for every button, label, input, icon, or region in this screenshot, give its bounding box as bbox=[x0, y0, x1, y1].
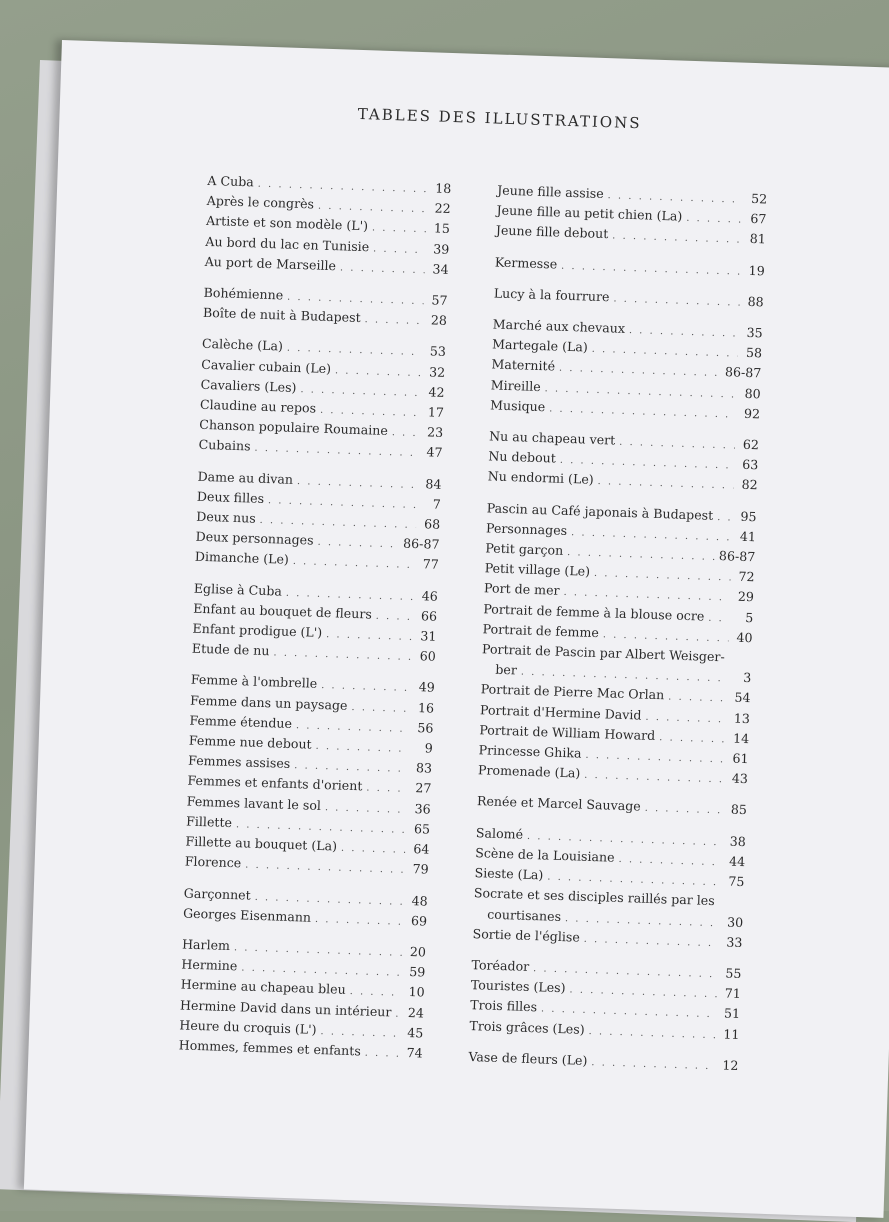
dot-leader bbox=[372, 220, 427, 240]
entry-title: Portrait de femme à la blouse ocre bbox=[483, 600, 705, 624]
entry-title: Hermine David dans un intérieur bbox=[179, 996, 392, 1019]
index-column-left bbox=[178, 172, 452, 1076]
entry-title: Chanson populaire Roumaine bbox=[199, 417, 389, 439]
entry-title: Heure du croquis (L') bbox=[179, 1017, 317, 1037]
entry-page-number: 52 bbox=[750, 190, 768, 207]
entry-page-number: 27 bbox=[415, 780, 432, 797]
index-column-right bbox=[468, 182, 768, 1088]
entry-title: Portrait d'Hermine David bbox=[479, 701, 642, 723]
entry-title: Lucy à la fourrure bbox=[493, 285, 610, 305]
entry-title: Maternité bbox=[491, 356, 556, 374]
entry-page-number: 18 bbox=[435, 180, 452, 196]
entry-page-number: 88 bbox=[747, 293, 764, 310]
index-group bbox=[198, 335, 446, 464]
dot-leader bbox=[315, 738, 409, 759]
entry-title: Petit village (Le) bbox=[484, 560, 591, 580]
entry-page-number: 82 bbox=[741, 477, 758, 493]
entry-title: Promenade (La) bbox=[477, 762, 581, 781]
dot-leader bbox=[326, 626, 413, 647]
index-group bbox=[178, 935, 426, 1064]
entry-page-number: 49 bbox=[418, 679, 435, 696]
entry-title: Touristes (Les) bbox=[470, 977, 566, 996]
entry-page-number: 41 bbox=[739, 528, 757, 545]
entry-page-number: 85 bbox=[730, 802, 748, 818]
entry-page-number: 67 bbox=[750, 211, 767, 227]
entry-title: Georges Eisenmann bbox=[182, 905, 312, 925]
index-group bbox=[195, 467, 442, 576]
entry-title: Pascin au Café japonais à Budapest bbox=[486, 499, 714, 523]
dot-leader bbox=[364, 311, 423, 331]
entry-title: Musique bbox=[489, 397, 546, 415]
entry-page-number: 42 bbox=[428, 384, 445, 400]
entry-title: Fillette au bouquet (La) bbox=[185, 833, 338, 854]
entry-page-number: 11 bbox=[723, 1025, 740, 1042]
entry-title: Jeune fille debout bbox=[495, 222, 609, 242]
index-entry bbox=[468, 1048, 739, 1077]
dot-leader bbox=[591, 1054, 715, 1076]
index-group bbox=[493, 284, 764, 313]
entry-page-number: 23 bbox=[426, 424, 444, 441]
entry-page-number: 9 bbox=[424, 740, 433, 756]
entry-page-number: 66 bbox=[420, 608, 438, 624]
entry-page-number: 48 bbox=[411, 892, 428, 909]
dot-leader bbox=[364, 1045, 398, 1064]
dot-leader bbox=[273, 645, 412, 668]
index-group bbox=[478, 499, 757, 791]
page-title: TABLES DES ILLUSTRATIONS bbox=[357, 104, 642, 133]
entry-title: Femmes assises bbox=[187, 752, 291, 772]
entry-page-number: 63 bbox=[742, 457, 759, 473]
index-group bbox=[469, 956, 742, 1046]
entry-page-number: 60 bbox=[419, 648, 437, 664]
entry-title: Mireille bbox=[490, 377, 541, 394]
entry-title: Après le congrès bbox=[206, 193, 315, 212]
entry-page-number: 86-87 bbox=[402, 535, 440, 553]
entry-page-number: 38 bbox=[729, 833, 747, 849]
dot-leader bbox=[375, 608, 413, 627]
entry-title: Personnages bbox=[485, 520, 568, 538]
entry-title: A Cuba bbox=[207, 172, 255, 190]
index-group bbox=[203, 284, 448, 332]
index-entry bbox=[495, 253, 766, 282]
entry-title: Vase de fleurs (Le) bbox=[468, 1048, 588, 1068]
entry-page-number bbox=[733, 662, 753, 663]
entry-page-number: 77 bbox=[422, 556, 440, 573]
entry-page-number: 56 bbox=[417, 720, 434, 736]
dot-leader bbox=[351, 699, 410, 719]
dot-leader bbox=[629, 322, 739, 344]
dot-leader bbox=[340, 259, 425, 280]
entry-page-number: 36 bbox=[414, 800, 431, 817]
entry-page-number: 24 bbox=[407, 1004, 425, 1021]
dot-leader bbox=[335, 362, 422, 383]
index-group bbox=[468, 1048, 739, 1077]
entry-title: Florence bbox=[184, 853, 242, 871]
entry-page-number: 35 bbox=[746, 324, 763, 341]
entry-title: Etude de nu bbox=[191, 640, 270, 659]
entry-title: Deux personnages bbox=[195, 528, 314, 548]
entry-page-number: 58 bbox=[745, 345, 763, 361]
entry-page-number: 61 bbox=[732, 750, 749, 767]
entry-page-number: 45 bbox=[407, 1024, 424, 1041]
entry-page-number: 53 bbox=[429, 343, 447, 360]
dot-leader bbox=[296, 717, 410, 739]
entry-title: ber bbox=[495, 661, 518, 678]
entry-title: Portrait de Pierre Mac Orlan bbox=[480, 681, 665, 703]
entry-title: Nu au chapeau vert bbox=[488, 428, 616, 448]
entry-title: Hommes, femmes et enfants bbox=[178, 1037, 362, 1059]
dot-leader bbox=[717, 509, 733, 528]
entry-title: Scène de la Louisiane bbox=[475, 845, 615, 865]
entry-page-number: 29 bbox=[737, 589, 755, 605]
entry-title: Fillette bbox=[185, 813, 233, 830]
entry-page-number: 7 bbox=[432, 496, 442, 512]
index-group bbox=[490, 315, 763, 425]
entry-page-number: 30 bbox=[726, 914, 744, 930]
entry-title: Princesse Ghika bbox=[478, 742, 582, 761]
entry-page-number: 71 bbox=[724, 985, 742, 1002]
entry-page-number: 46 bbox=[421, 587, 439, 604]
entry-title: Hermine bbox=[181, 956, 238, 974]
dot-leader bbox=[245, 857, 405, 880]
entry-page-number: 80 bbox=[744, 385, 761, 401]
entry-page-number: 86-87 bbox=[718, 548, 756, 565]
dot-leader bbox=[366, 780, 408, 800]
entry-title: Jeune fille assise bbox=[497, 182, 604, 202]
entry-title: courtisanes bbox=[487, 906, 562, 924]
dot-leader bbox=[668, 689, 727, 709]
dot-leader bbox=[395, 1005, 400, 1023]
entry-title: Femme dans un paysage bbox=[189, 692, 348, 713]
entry-page-number: 84 bbox=[425, 475, 442, 492]
entry-page-number: 83 bbox=[415, 760, 433, 776]
dot-leader bbox=[349, 983, 400, 1003]
entry-title: Nu debout bbox=[488, 448, 557, 466]
entry-page-number: 68 bbox=[423, 516, 441, 532]
entry-title: Femme à l'ombrelle bbox=[190, 672, 318, 692]
index-group bbox=[472, 824, 746, 954]
entry-title: Deux nus bbox=[196, 508, 256, 526]
dot-leader bbox=[686, 210, 743, 230]
entry-title: Cubains bbox=[198, 437, 251, 454]
entry-page-number: 17 bbox=[427, 404, 445, 420]
entry-title: Bohémienne bbox=[203, 284, 284, 303]
entry-page-number: 31 bbox=[420, 628, 437, 644]
entry-page-number: 5 bbox=[744, 609, 754, 625]
entry-title: Eglise à Cuba bbox=[193, 580, 283, 599]
entry-title: Petit garçon bbox=[485, 540, 564, 558]
entry-title: Boîte de nuit à Budapest bbox=[202, 305, 361, 326]
index-group bbox=[204, 172, 451, 281]
entry-title: Jeune fille au petit chien (La) bbox=[496, 202, 683, 224]
dot-leader bbox=[254, 440, 419, 464]
entry-page-number: 86-87 bbox=[724, 364, 762, 381]
entry-page-number: 64 bbox=[413, 841, 430, 857]
entry-title: Nu endormi (Le) bbox=[487, 468, 594, 488]
entry-page-number: 69 bbox=[410, 912, 428, 929]
dot-leader bbox=[644, 800, 723, 821]
entry-page-number: 47 bbox=[426, 444, 443, 461]
index-group bbox=[487, 427, 759, 497]
dot-leader bbox=[583, 931, 718, 954]
entry-page-number: 13 bbox=[733, 710, 751, 726]
index-group bbox=[183, 884, 428, 932]
entry-title: Sieste (La) bbox=[474, 865, 544, 883]
dot-leader bbox=[317, 534, 399, 555]
dot-leader bbox=[584, 767, 724, 790]
entry-title: Renée et Marcel Sauvage bbox=[476, 793, 641, 815]
entry-page-number: 16 bbox=[417, 699, 435, 716]
book-page bbox=[24, 40, 889, 1218]
entry-page-number: 79 bbox=[412, 861, 429, 877]
entry-page-number: 44 bbox=[728, 853, 746, 869]
entry-title: Portrait de Pascin par Albert Weisger- bbox=[481, 641, 725, 665]
dot-leader bbox=[588, 1023, 715, 1045]
entry-page-number: 81 bbox=[749, 231, 767, 247]
dot-leader bbox=[391, 424, 419, 443]
dot-leader bbox=[325, 799, 407, 820]
dot-leader bbox=[292, 553, 415, 575]
entry-page-number: 95 bbox=[740, 508, 757, 524]
entry-title: Trois grâces (Les) bbox=[469, 1017, 585, 1037]
entry-page-number: 59 bbox=[409, 964, 426, 980]
dot-leader bbox=[341, 840, 406, 860]
entry-title: Kermesse bbox=[494, 254, 558, 272]
entry-title: Au port de Marseille bbox=[204, 253, 337, 274]
dot-leader bbox=[549, 400, 736, 424]
entry-page-number: 28 bbox=[430, 312, 448, 329]
entry-page-number: 20 bbox=[409, 943, 427, 960]
index-group bbox=[192, 579, 439, 668]
entry-page-number: 74 bbox=[406, 1044, 423, 1061]
entry-page-number bbox=[724, 906, 744, 907]
entry-page-number: 51 bbox=[723, 1005, 741, 1022]
dot-leader bbox=[708, 609, 729, 628]
entry-page-number: 43 bbox=[731, 770, 749, 787]
entry-title: Au bord du lac en Tunisie bbox=[205, 233, 370, 254]
entry-page-number: 40 bbox=[736, 629, 753, 646]
entry-title: Sortie de l'église bbox=[472, 925, 581, 945]
entry-title: Femmes et enfants d'orient bbox=[187, 773, 363, 794]
dot-leader bbox=[619, 434, 735, 456]
entry-page-number: 54 bbox=[734, 690, 751, 706]
dot-leader bbox=[645, 708, 726, 729]
entry-page-number: 34 bbox=[432, 261, 449, 277]
entry-page-number: 10 bbox=[408, 984, 425, 1000]
entry-title: Toréador bbox=[471, 956, 530, 974]
entry-page-number: 32 bbox=[428, 363, 446, 380]
index-group bbox=[496, 182, 768, 252]
entry-page-number: 22 bbox=[434, 200, 451, 217]
entry-title: Socrate et ses disciples raillés par les bbox=[473, 885, 715, 909]
entry-page-number: 55 bbox=[725, 965, 742, 981]
entry-title: Harlem bbox=[181, 936, 231, 953]
entry-page-number: 15 bbox=[433, 220, 451, 237]
entry-title: Marché aux chevaux bbox=[492, 316, 626, 336]
dot-leader bbox=[597, 473, 734, 496]
entry-page-number: 57 bbox=[431, 292, 448, 308]
entry-page-number: 12 bbox=[722, 1057, 739, 1073]
entry-title: Femme nue debout bbox=[188, 732, 312, 752]
entry-title: Cavaliers (Les) bbox=[200, 376, 297, 395]
entry-page-number: 62 bbox=[742, 436, 760, 453]
entry-title: Martegale (La) bbox=[491, 336, 589, 355]
entry-title: Femmes lavant le sol bbox=[186, 793, 322, 813]
entry-title: Garçonnet bbox=[183, 885, 251, 903]
entry-title: Salomé bbox=[475, 824, 524, 842]
entry-page-number: 75 bbox=[728, 873, 745, 890]
entry-title: Cavalier cubain (Le) bbox=[201, 356, 332, 376]
entry-page-number: 39 bbox=[433, 241, 450, 257]
entry-title: Artiste et son modèle (L') bbox=[205, 213, 369, 234]
entry-page-number: 14 bbox=[732, 730, 750, 747]
entry-title: Deux filles bbox=[196, 488, 265, 506]
dot-leader bbox=[612, 228, 742, 250]
entry-title: Trois filles bbox=[469, 997, 538, 1015]
entry-page-number: 19 bbox=[748, 262, 765, 279]
entry-page-number: 72 bbox=[738, 568, 755, 585]
entry-title: Portrait de William Howard bbox=[479, 722, 656, 743]
dot-leader bbox=[613, 290, 740, 312]
entry-title: Dame au divan bbox=[197, 468, 294, 487]
entry-title: Calèche (La) bbox=[201, 336, 284, 354]
index-group bbox=[184, 671, 435, 881]
entry-title: Enfant prodigue (L') bbox=[192, 620, 323, 641]
entry-title: Port de mer bbox=[483, 580, 560, 599]
entry-page-number: 92 bbox=[743, 405, 761, 422]
entry-title: Hermine au chapeau bleu bbox=[180, 976, 346, 998]
dot-leader bbox=[373, 240, 426, 260]
index-group bbox=[495, 253, 766, 282]
entry-title: Femme étendue bbox=[189, 712, 293, 731]
index-group bbox=[477, 793, 748, 822]
dot-leader bbox=[315, 911, 404, 932]
index-entry bbox=[477, 793, 748, 822]
entry-page-number: 65 bbox=[413, 820, 431, 837]
entry-page-number: 3 bbox=[742, 670, 752, 686]
dot-leader bbox=[659, 729, 726, 749]
entry-title: Enfant au bouquet de fleurs bbox=[192, 600, 373, 622]
dot-leader bbox=[618, 851, 721, 873]
entry-page-number: 33 bbox=[726, 934, 743, 950]
entry-title: Claudine au repos bbox=[199, 396, 317, 416]
entry-title: Dimanche (Le) bbox=[194, 549, 290, 568]
entry-title: Portrait de femme bbox=[482, 621, 600, 640]
index-entry bbox=[493, 284, 764, 313]
dot-leader bbox=[561, 257, 741, 281]
